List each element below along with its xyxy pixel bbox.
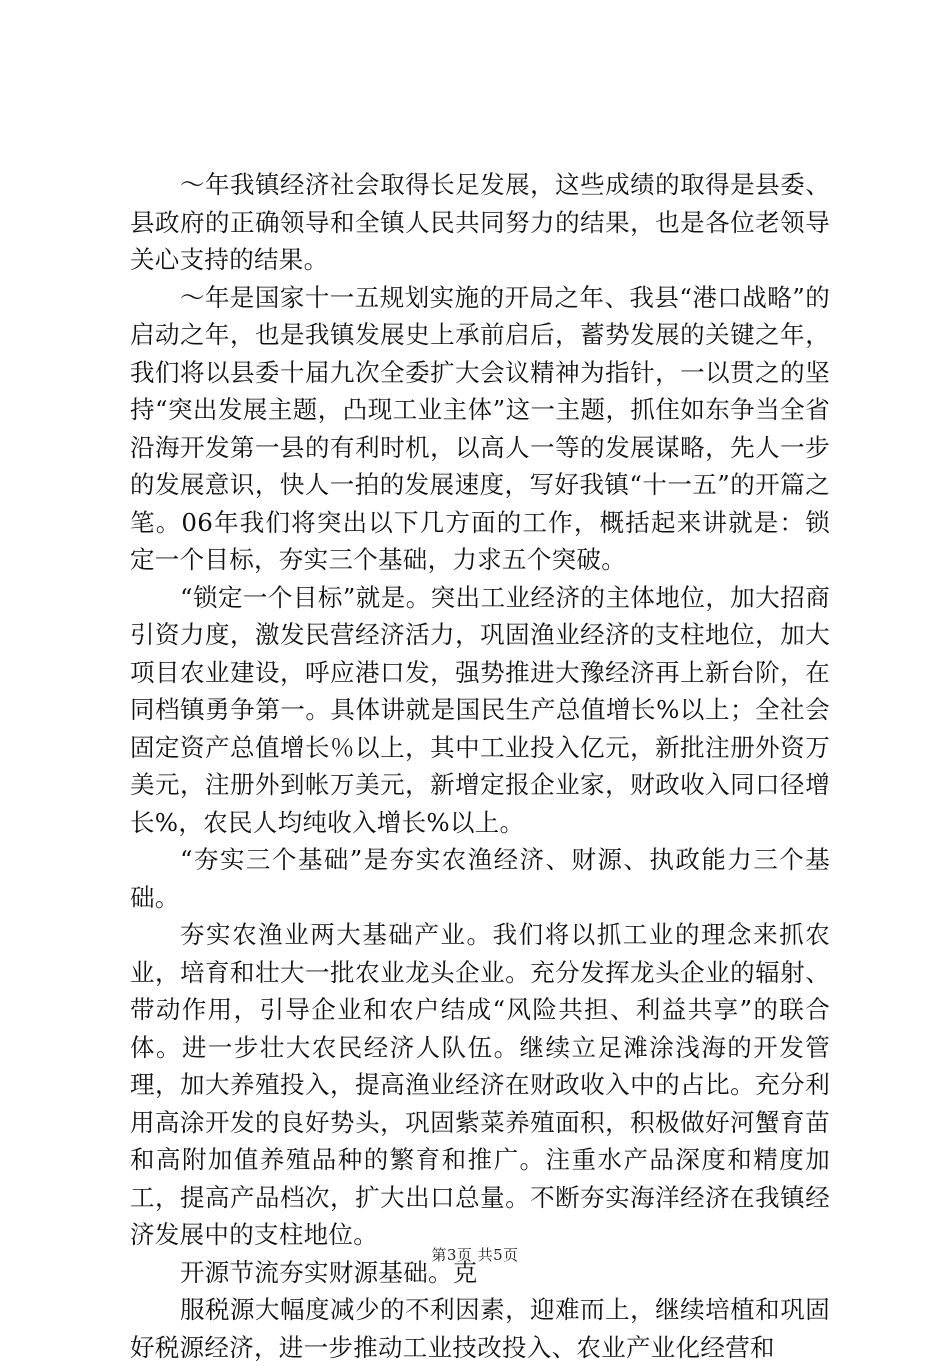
paragraph-revenue-body: 服税源大幅度减少的不利因素，迎难而上，继续培植和巩固好税源经济，进一步推动工业技改投入、农业产业化经营和 [130, 1295, 830, 1362]
page-number: 第3页 共5页 [431, 1246, 519, 1264]
paragraph-strategy: ～年是国家十一五规划实施的开局之年、我县“港口战略”的启动之年，也是我镇发展史上承前启后，蓄势发展的关键之年，我们将以县委十届九次全委扩大会议精神为指针，一以贯之的坚持“突出发展主题，凸现工业主体”这一主题，抓住如东争当全省沿海开发第一县的有利时机，以高人一等的发展谋略，先人一步的发展意识，快人一拍的发展速度，写好我镇“十一五”的开篇之笔。06年我们将突出以下几方面的工作，概括起来讲就是：锁定一个目标，夯实三个基础，力求五个突破。 [130, 282, 830, 574]
paragraph-revenue-heading: 开源节流夯实财源基础。克 [180, 1257, 478, 1287]
paragraph-three-foundations: “夯实三个基础”是夯实农渔经济、财源、执政能力三个基础。 [130, 845, 830, 912]
paragraph-achievements: ～年我镇经济社会取得长足发展，这些成绩的取得是县委、县政府的正确领导和全镇人民共同努力的结果，也是各位老领导关心支持的结果。 [130, 170, 830, 274]
paragraph-agriculture-fishery: 夯实农渔业两大基础产业。我们将以抓工业的理念来抓农业，培育和壮大一批农业龙头企业。充分发挥龙头企业的辐射、带动作用，引导企业和农户结成“风险共担、利益共享”的联合体。进一步壮大农民经济人队伍。继续立足滩涂浅海的开发管理，加大养殖投入，提高渔业经济在财政收入中的占比。充分利用高涂开发的良好势头，巩固紫菜养殖面积，积极做好河蟹育苗和高附加值养殖品种的繁育和推广。注重水产品深度和精度加工，提高产品档次，扩大出口总量。不断夯实海洋经济在我镇经济发展中的支柱地位。 [130, 920, 830, 1249]
page-footer [0, 1244, 950, 1265]
paragraph-one-goal: “锁定一个目标”就是。突出工业经济的主体地位，加大招商引资力度，激发民营经济活力，巩固渔业经济的支柱地位，加大项目农业建设，呼应港口发，强势推进大豫经济再上新台阶，在同档镇勇争第一。具体讲就是国民生产总值增长%以上；全社会固定资产总值增长％以上，其中工业投入亿元，新批注册外资万美元，注册外到帐万美元，新增定报企业家，财政收入同口径增长%，农民人均纯收入增长%以上。 [130, 582, 830, 837]
document-body [130, 166, 830, 1366]
